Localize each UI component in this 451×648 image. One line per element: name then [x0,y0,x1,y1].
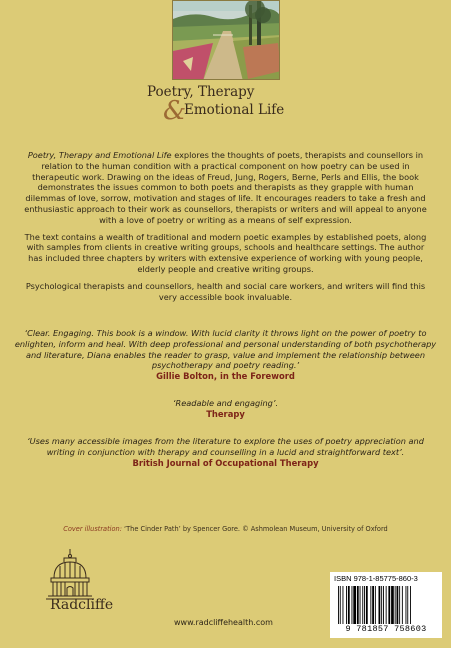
review-quote-2 [14,398,437,420]
quote-text: ‘Uses many accessible images from the literature to explore the uses of poetry appreciation and writing in conjunction with therapy and counselling in a lucid and straightforward text’. [27,436,424,457]
isbn-barcode [330,572,442,638]
dome-building-icon [20,548,120,600]
book-title [0,84,451,134]
title-ampersand: & [163,96,187,126]
barcode-bars [338,586,434,624]
barcode-number: 9 781857 758603 [345,624,427,634]
description-paragraph-3: Psychological therapists and counsellors, health and social care workers, and writers will find this very accessible book invaluable. [25,280,426,302]
publisher-name: Radcliffe [50,597,114,613]
description-p1-text: explores the thoughts of poets, therapists and counsellors in relation to the human condition with a practical component on how poetry can be used in therapeutic work. Drawing on the ideas of Freud, Jung, Rogers, Berne, Perls and Ellis, the book demonstrates the issues common to both poets and therapists as they grapple with human dilemmas of love, sorrow, motivation and stages of life. It encourages readers to take a fresh and enthusiastic approach to their work as counsellors, therapists or writers and will appeal to anyone with a love of poetry or writing as a means of self expression. [24,150,427,225]
title-line-2: Emotional Life [184,102,285,118]
landscape-painting-icon [173,1,280,80]
review-quote-1 [14,328,437,382]
cover-illustration-credit [14,525,437,533]
quote-attribution: Therapy [206,408,245,419]
cover-credit-text: ‘The Cinder Path’ by Spencer Gore. © Ashmolean Museum, University of Oxford [121,525,388,533]
quote-text: ‘Clear. Engaging. This book is a window. With lucid clarity it throws light on the power of poetry to enlighten, inform and heal. With deep professional and personal understanding of both psychotherapy and literature, Diana enables the reader to grasp, value and implement the relationship between psychotherapy and poetry reading.’ [14,328,437,371]
publisher-url[interactable]: www.radcliffehealth.com [174,618,273,627]
isbn-text: ISBN 978-1-85775-860-3 [334,574,418,583]
description-paragraph-1 [20,150,431,226]
quote-text: ‘Readable and engaging’. [172,398,279,408]
description-title-italic: Poetry, Therapy and Emotional Life [27,150,172,160]
publisher-logo [20,548,120,626]
book-description [20,150,431,308]
cover-credit-label: Cover illustration: [63,525,122,533]
review-quote-3 [14,436,437,468]
quote-attribution: Gillie Bolton, in the Foreword [156,371,295,382]
cover-painting [172,0,280,80]
title-line-1: Poetry, Therapy [147,84,255,100]
quote-attribution: British Journal of Occupational Therapy [132,457,319,468]
description-paragraph-2: The text contains a wealth of traditional and modern poetic examples by established poets, along with samples from clients in creative writing groups, schools and healthcare settings. The author has included three chapters by writers with extensive experience of working with young people, elderly people and creative writing groups. [24,231,427,274]
